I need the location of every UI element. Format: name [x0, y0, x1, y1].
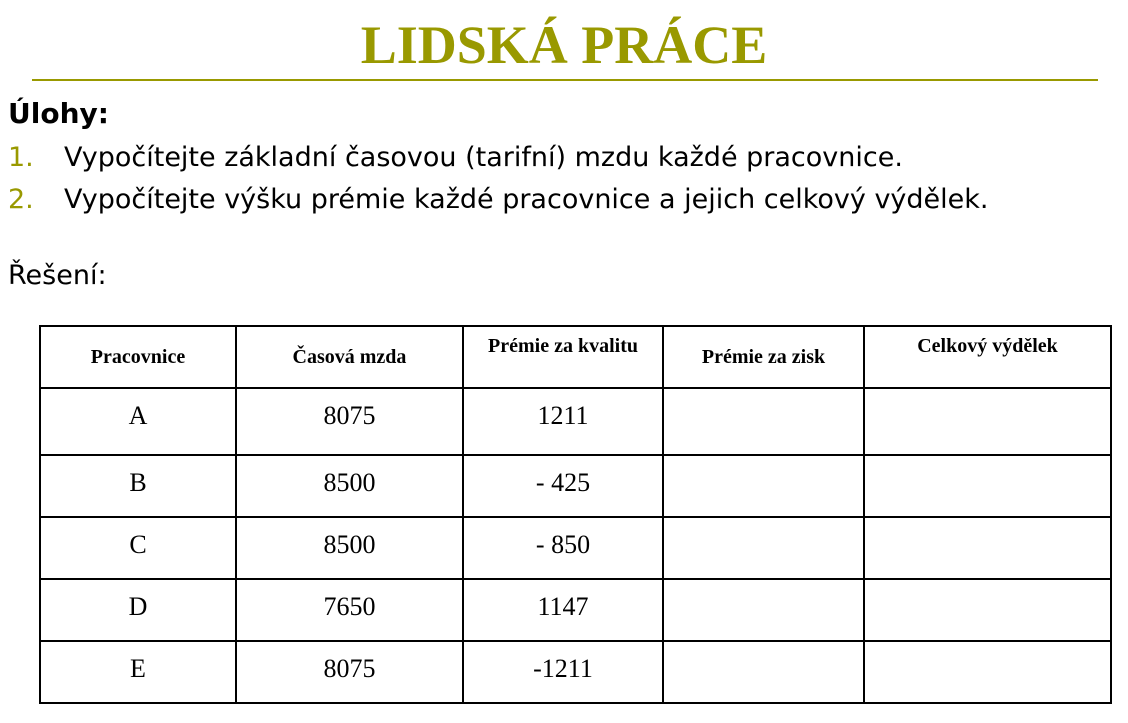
- cell-premie-zisk: [663, 641, 864, 703]
- solution-label: Řešení:: [8, 260, 107, 291]
- cell-premie-kvalita: - 425: [463, 455, 663, 517]
- task-text: Vypočítejte základní časovou (tarifní) mzdu každé pracovnice.: [64, 142, 903, 173]
- cell-premie-kvalita: -1211: [463, 641, 663, 703]
- cell-casova-mzda: 8500: [236, 455, 463, 517]
- cell-premie-kvalita: 1211: [463, 388, 663, 455]
- page-title: LIDSKÁ PRÁCE: [360, 15, 768, 75]
- table-row: [40, 517, 1111, 579]
- cell-premie-kvalita: - 850: [463, 517, 663, 579]
- table-row: [40, 455, 1111, 517]
- cell-premie-zisk: [663, 455, 864, 517]
- cell-premie-zisk: [663, 388, 864, 455]
- table-row: [40, 579, 1111, 641]
- results-table: [39, 325, 1112, 704]
- cell-celkovy-vydelek: [864, 517, 1111, 579]
- cell-casova-mzda: 8500: [236, 517, 463, 579]
- cell-casova-mzda: 8075: [236, 641, 463, 703]
- header-premie-zisk: Prémie za zisk: [663, 326, 864, 388]
- cell-premie-zisk: [663, 517, 864, 579]
- cell-celkovy-vydelek: [864, 388, 1111, 455]
- table-header-row: [40, 326, 1111, 388]
- cell-premie-kvalita: 1147: [463, 579, 663, 641]
- header-premie-kvalita: Prémie za kvalitu: [463, 326, 663, 388]
- cell-celkovy-vydelek: [864, 579, 1111, 641]
- task-number: 2.: [8, 184, 34, 215]
- cell-pracovnice: C: [40, 517, 236, 579]
- task-number: 1.: [8, 142, 34, 173]
- task-text: Vypočítejte výšku prémie každé pracovnice a jejich celkový výdělek.: [64, 184, 989, 215]
- tasks-heading: Úlohy:: [8, 97, 109, 130]
- title-divider: [32, 79, 1098, 81]
- header-casova-mzda: Časová mzda: [236, 326, 463, 388]
- cell-celkovy-vydelek: [864, 641, 1111, 703]
- cell-casova-mzda: 8075: [236, 388, 463, 455]
- table-row: [40, 388, 1111, 455]
- task-item: [8, 140, 903, 176]
- cell-casova-mzda: 7650: [236, 579, 463, 641]
- cell-pracovnice: E: [40, 641, 236, 703]
- header-celkovy-vydelek: Celkový výdělek: [864, 326, 1111, 388]
- cell-pracovnice: A: [40, 388, 236, 455]
- cell-pracovnice: D: [40, 579, 236, 641]
- cell-premie-zisk: [663, 579, 864, 641]
- cell-pracovnice: B: [40, 455, 236, 517]
- header-pracovnice: Pracovnice: [40, 326, 236, 388]
- task-item: [8, 182, 989, 218]
- cell-celkovy-vydelek: [864, 455, 1111, 517]
- table-row: [40, 641, 1111, 703]
